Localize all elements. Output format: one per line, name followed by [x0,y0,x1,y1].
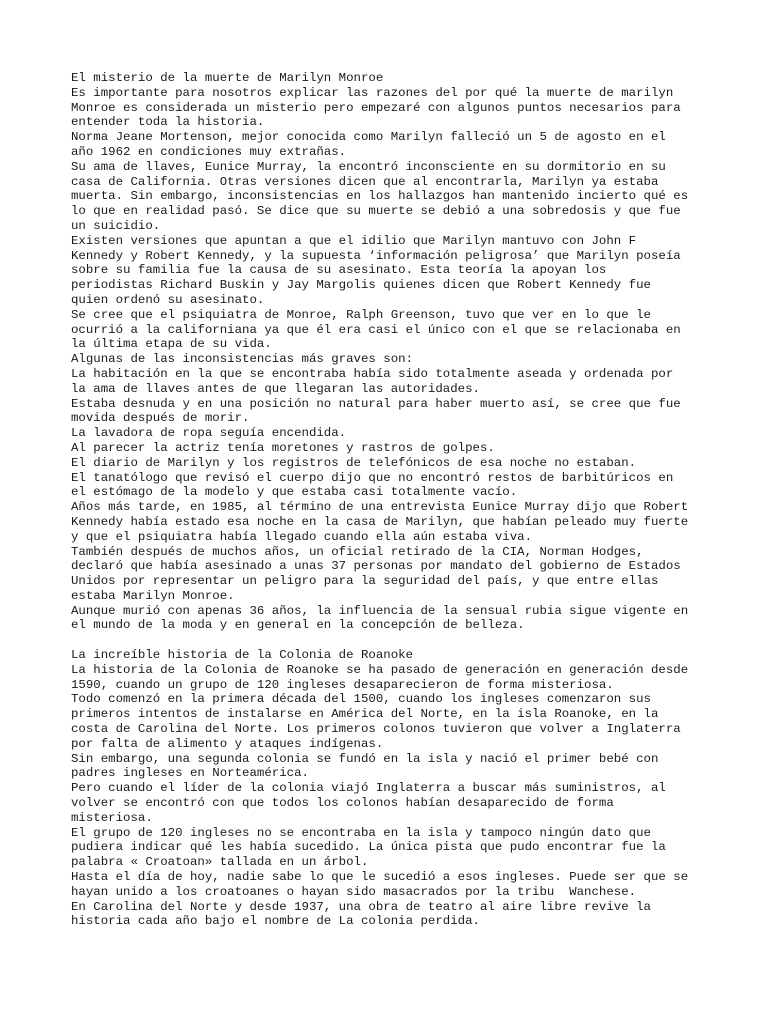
text-line: Pero cuando el líder de la colonia viajó Inglaterra a buscar más suministros, al [71,781,666,796]
text-line: Unidos por representar un peligro para la seguridad del país, y que entre ellas [71,574,659,589]
text-line: Algunas de las inconsistencias más graves son: [71,352,414,367]
text-line: sobre su familia fue la causa de su asesinato. Esta teoría la apoyan los [71,263,607,278]
text-line: La historia de la Colonia de Roanoke se ha pasado de generación en generación desde [71,662,689,677]
text-line: Kennedy y Robert Kennedy, y la supuesta ‘información peligrosa’ que Marilyn poseía [71,248,681,263]
text-line: Kennedy había estado esa noche en la casa de Marilyn, que habían peleado muy fuerte [71,514,689,529]
text-line: entender toda la historia. [71,115,265,130]
text-line: El tanatólogo que revisó el cuerpo dijo que no encontró restos de barbitúricos en [71,470,674,485]
text-line: Todo comenzó en la primera década del 1500, cuando los ingleses comenzaron sus [71,692,651,707]
text-line: por falta de alimento y ataques indígenas. [71,736,384,751]
text-line: Años más tarde, en 1985, al término de una entrevista Eunice Murray dijo que Robert [71,500,689,515]
text-line: Se cree que el psiquiatra de Monroe, Ralph Greenson, tuvo que ver en lo que le [71,307,651,322]
text-line: año 1962 en condiciones muy extrañas. [71,144,347,159]
section-marilyn-monroe [71,71,711,633]
text-line: La habitación en la que se encontraba había sido totalmente aseada y ordenada por [71,366,674,381]
text-line: Aunque murió con apenas 36 años, la influencia de la sensual rubia sigue vigente en [71,603,689,618]
text-line: Es importante para nosotros explicar las razones del por qué la muerte de marilyn [71,85,674,100]
section-roanoke-colony [71,648,711,929]
text-line: movida después de morir. [71,411,250,426]
text-line: volver se encontró con que todos los colonos habían desaparecido de forma [71,796,614,811]
text-line: casa de California. Otras versiones dicen que al encontrarla, Marilyn ya estaba [71,174,659,189]
section-title: La increíble historia de la Colonia de Roanoke [71,648,414,663]
text-line: la última etapa de su vida. [71,337,272,352]
text-line: pudiera indicar qué les había sucedido. La única pista que pudo encontrar fue la [71,840,666,855]
text-line: Hasta el día de hoy, nadie sabe lo que le sucedió a esos ingleses. Puede ser que se [71,870,689,885]
text-line: misteriosa. [71,810,153,825]
text-line: Sin embargo, una segunda colonia se fundó en la isla y nació el primer bebé con [71,751,659,766]
text-line: muerta. Sin embargo, inconsistencias en los hallazgos han mantenido incierto qué es [71,189,689,204]
document-body [71,71,711,929]
text-line: estaba Marilyn Monroe. [71,588,235,603]
text-line: el mundo de la moda y en general en la concepción de belleza. [71,618,525,633]
text-line: Estaba desnuda y en una posición no natural para haber muerto así, se cree que fue [71,396,681,411]
text-line: Norma Jeane Mortenson, mejor conocida como Marilyn falleció un 5 de agosto en el [71,130,666,145]
text-line: un suicidio. [71,218,161,233]
text-line: historia cada año bajo el nombre de La colonia perdida. [71,914,480,929]
section-title: El misterio de la muerte de Marilyn Monroe [71,71,384,85]
text-line: Existen versiones que apuntan a que el idilio que Marilyn mantuvo con John F [71,233,637,248]
text-line: 1590, cuando un grupo de 120 ingleses desaparecieron de forma misteriosa. [71,677,614,692]
text-line: quien ordenó su asesinato. [71,292,265,307]
text-line: Al parecer la actriz tenía moretones y rastros de golpes. [71,440,495,455]
text-line: primeros intentos de instalarse en América del Norte, en la isla Roanoke, en la [71,707,659,722]
text-line: El grupo de 120 ingleses no se encontraba en la isla y tampoco ningún dato que [71,825,651,840]
text-line: costa de Carolina del Norte. Los primeros colonos tuvieron que volver a Inglaterra [71,722,681,737]
text-line: periodistas Richard Buskin y Jay Margolis quienes dicen que Robert Kennedy fue [71,278,651,293]
text-line: Monroe es considerada un misterio pero empezaré con algunos puntos necesarios para [71,100,681,115]
text-line: Su ama de llaves, Eunice Murray, la encontró inconsciente en su dormitorio en su [71,159,666,174]
text-line: En Carolina del Norte y desde 1937, una obra de teatro al aire libre revive la [71,899,651,914]
text-line: la ama de llaves antes de que llegaran las autoridades. [71,381,480,396]
text-line: y que el psiquiatra había llegado cuando ella aún estaba viva. [71,529,533,544]
text-line: El diario de Marilyn y los registros de telefónicos de esa noche no estaban. [71,455,637,470]
text-line: declaró que había asesinado a unas 37 personas por mandato del gobierno de Estados [71,559,681,574]
text-line: hayan unido a los croatoanes o hayan sido masacrados por la tribu Wanchese. [71,884,637,899]
text-line: palabra « Croatoan» tallada en un árbol. [71,855,369,870]
text-line: La lavadora de ropa seguía encendida. [71,426,347,441]
section-spacer [71,633,711,648]
text-line: el estómago de la modelo y que estaba casi totalmente vacío. [71,485,518,500]
text-line: ocurrió a la californiana ya que él era casi el único con el que se relacionaba en [71,322,681,337]
text-line: padres ingleses en Norteamérica. [71,766,309,781]
text-line: lo que en realidad pasó. Se dice que su muerte se debió a una sobredosis y que fue [71,204,681,219]
text-line: También después de muchos años, un oficial retirado de la CIA, Norman Hodges, [71,544,644,559]
